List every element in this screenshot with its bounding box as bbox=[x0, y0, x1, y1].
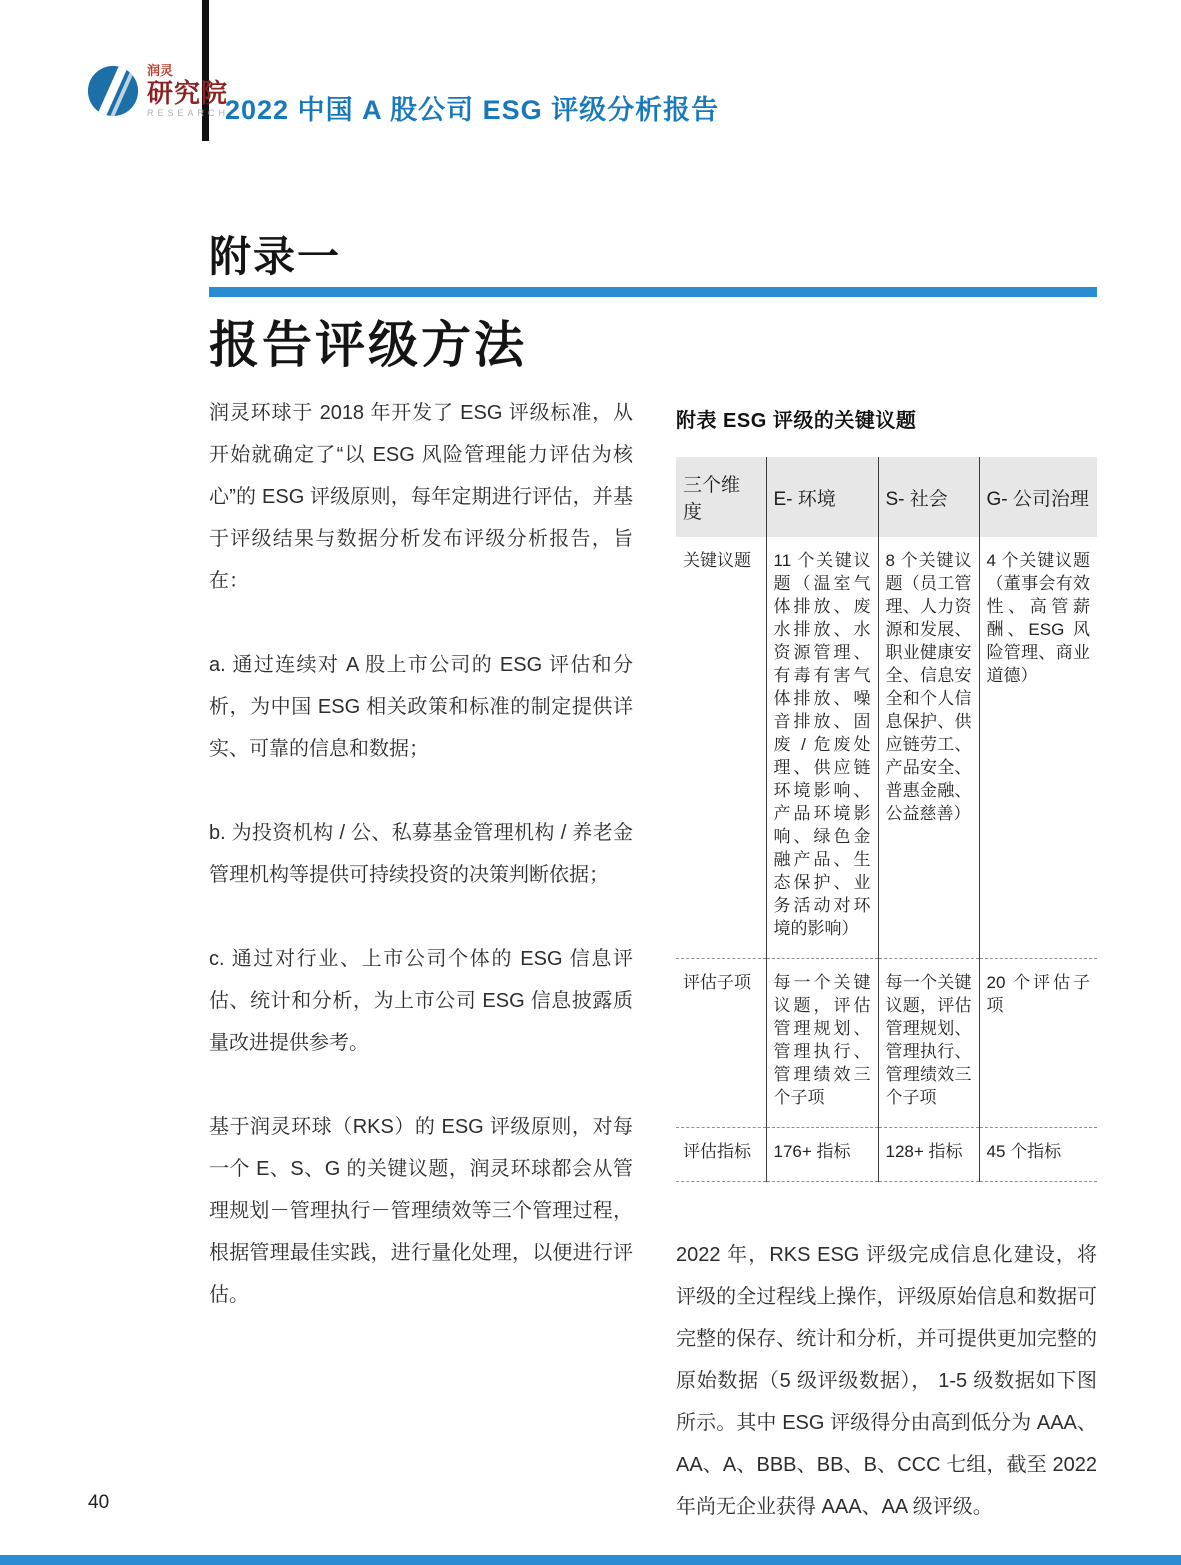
col-header-social: S- 社会 bbox=[878, 457, 979, 537]
appendix-label: 附录一 bbox=[209, 233, 342, 280]
table-header-row bbox=[676, 457, 1097, 537]
methodology-paragraph: 基于润灵环球（RKS）的 ESG 评级原则，对每一个 E、S、G 的关键议题，润灵环球都会从管理规划－管理执行－管理绩效等三个管理过程，根据管理最佳实践，进行量化处理，以便进行评估。 bbox=[209, 1116, 633, 1306]
col-header-governance: G- 公司治理 bbox=[979, 457, 1097, 537]
right-column bbox=[676, 404, 1097, 1565]
esg-key-topics-table bbox=[676, 457, 1097, 1182]
table-row-indicators bbox=[676, 1128, 1097, 1182]
point-b-paragraph: b. 为投资机构 / 公、私募基金管理机构 / 养老金管理机构等提供可持续投资的决策判断依据； bbox=[209, 822, 633, 886]
cell-governance-sub-items: 20 个评估子项 bbox=[979, 959, 1097, 1128]
point-c-paragraph: c. 通过对行业、上市公司个体的 ESG 信息评估、统计和分析，为上市公司 ESG 信息披露质量改进提供参考。 bbox=[209, 948, 633, 1054]
cell-social-indicators: 128+ 指标 bbox=[878, 1128, 979, 1182]
brand-logo bbox=[86, 62, 229, 120]
left-column bbox=[209, 392, 633, 1316]
cell-environment-key-topics: 11 个关键议题（温室气体排放、废水排放、水资源管理、有毒有害气体排放、噪音排放、固废 / 危废处理、供应链环境影响、产品环境影响、绿色金融产品、生态保护、业务活动对环境的影响） bbox=[766, 537, 878, 959]
cell-governance-key-topics: 4 个关键议题（董事会有效性、高管薪酬、ESG 风险管理、商业道德） bbox=[979, 537, 1097, 959]
closing-paragraph: 2022 年，RKS ESG 评级完成信息化建设，将评级的全过程线上操作，评级原始信息和数据可完整的保存、统计和分析，并可提供更加完整的原始数据（5 级评级数据）， 1-5 级数据如下图所示。其中 ESG 评级得分由高到低分为 AAA、AA、A、BBB、BB、B、CCC 七组，截至 2022 年尚无企业获得 AAA、AA 级评级。 bbox=[676, 1244, 1097, 1518]
logo-brand-sub: RESEARCH bbox=[147, 108, 230, 118]
accent-bar bbox=[209, 287, 1097, 297]
report-title: 2022 中国 A 股公司 ESG 评级分析报告 bbox=[225, 95, 720, 125]
table-row-key-topics bbox=[676, 537, 1097, 959]
page-title: 报告评级方法 bbox=[209, 317, 527, 373]
cell-social-sub-items: 每一个关键议题，评估管理规划、管理执行、管理绩效三个子项 bbox=[878, 959, 979, 1128]
intro-paragraph: 润灵环球于 2018 年开发了 ESG 评级标准，从开始就确定了“以 ESG 风险管理能力评估为核心”的 ESG 评级原则，每年定期进行评估，并基于评级结果与数据分析发布评级分析报告，旨在： bbox=[209, 402, 633, 592]
table-row-sub-items bbox=[676, 959, 1097, 1128]
cell-environment-indicators: 176+ 指标 bbox=[766, 1128, 878, 1182]
logo-text bbox=[147, 64, 229, 118]
col-header-dimensions: 三个维度 bbox=[676, 457, 766, 537]
logo-mark-icon bbox=[86, 62, 140, 120]
cell-governance-indicators: 45 个指标 bbox=[979, 1128, 1097, 1182]
row-label-key-topics: 关键议题 bbox=[676, 537, 766, 959]
col-header-environment: E- 环境 bbox=[766, 457, 878, 537]
row-label-sub-items: 评估子项 bbox=[676, 959, 766, 1128]
cell-environment-sub-items: 每一个关键议题，评估管理规划、管理执行、管理绩效三个子项 bbox=[766, 959, 878, 1128]
cell-social-key-topics: 8 个关键议题（员工管理、人力资源和发展、职业健康安全、信息安全和个人信息保护、供应链劳工、产品安全、普惠金融、公益慈善） bbox=[878, 537, 979, 959]
page-number: 40 bbox=[88, 1492, 110, 1513]
table-caption: 附表 ESG 评级的关键议题 bbox=[676, 410, 917, 432]
footer-accent-bar bbox=[0, 1555, 1181, 1565]
row-label-indicators: 评估指标 bbox=[676, 1128, 766, 1182]
logo-brand-name: 研究院 bbox=[147, 78, 229, 108]
point-a-paragraph: a. 通过连续对 A 股上市公司的 ESG 评估和分析，为中国 ESG 相关政策和标准的制定提供详实、可靠的信息和数据； bbox=[209, 654, 633, 760]
logo-brand-top: 润灵 bbox=[147, 63, 174, 78]
